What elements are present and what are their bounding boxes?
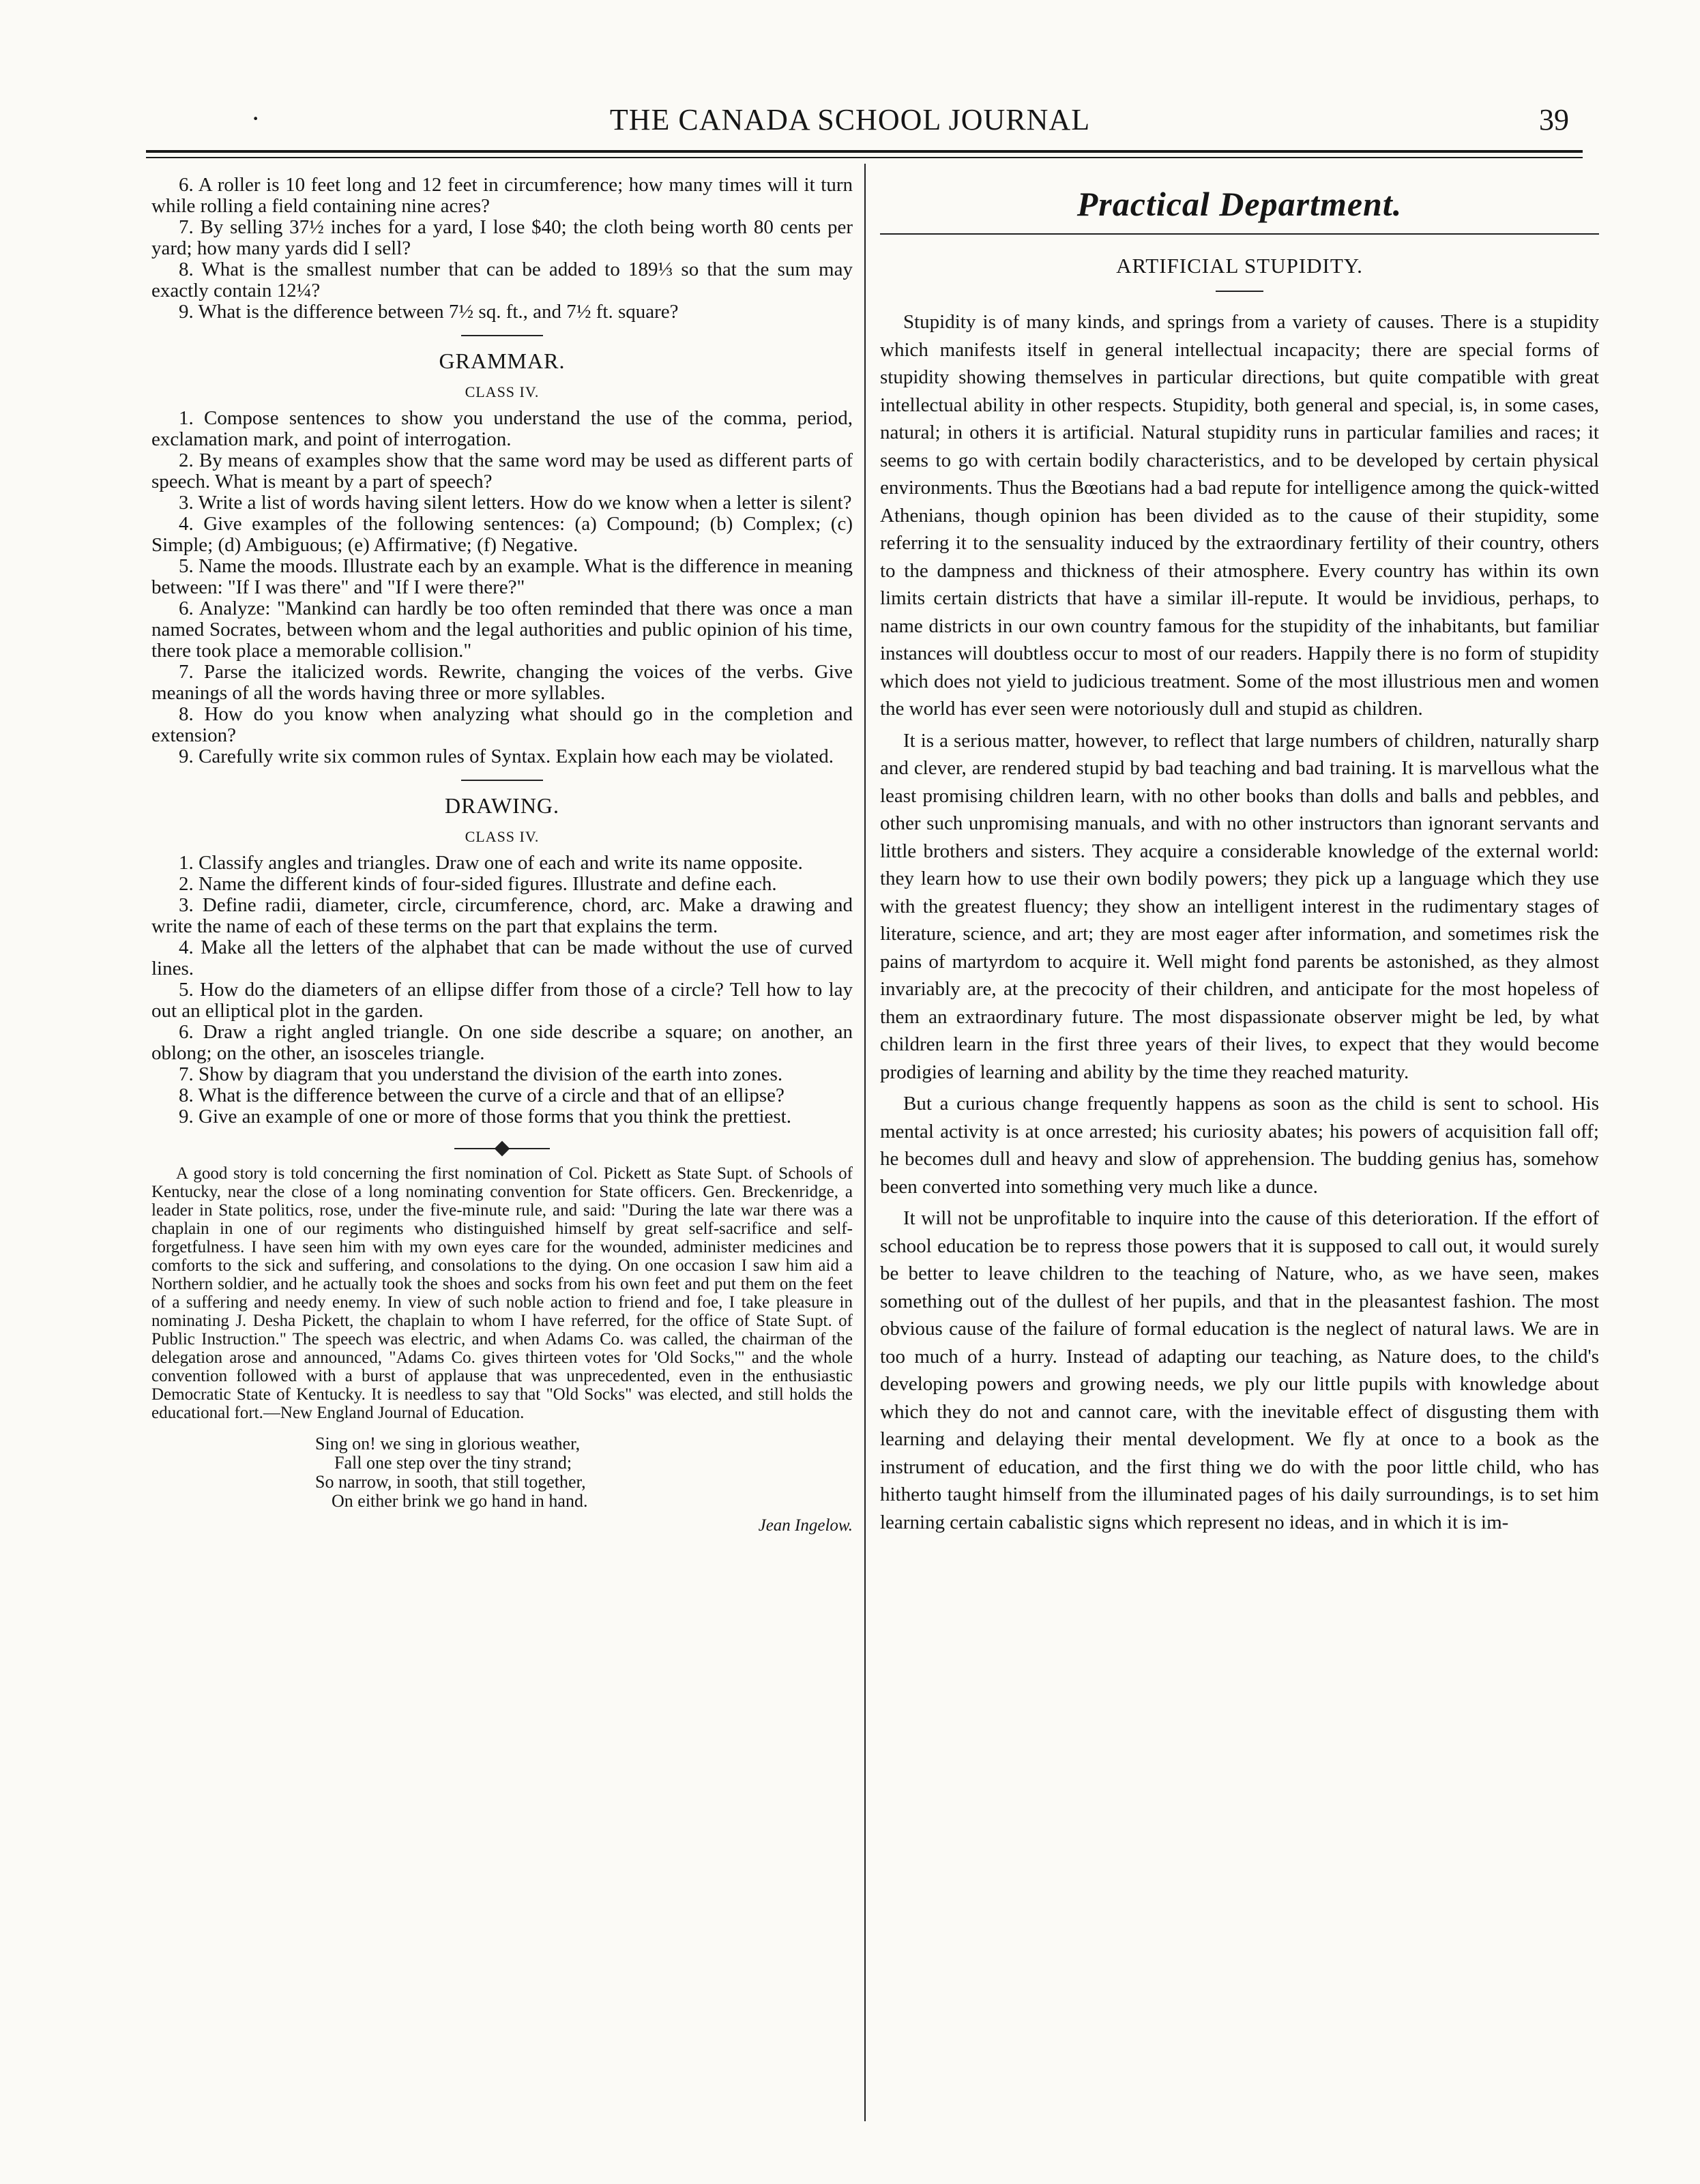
- header-rule-thick: [146, 150, 1583, 153]
- grammar-heading: GRAMMAR.: [439, 349, 566, 373]
- poem-line: Fall one step over the tiny strand;: [334, 1453, 572, 1473]
- department-rule: [880, 233, 1599, 235]
- arith-question: 9. What is the difference between 7½ sq. ft., and 7½ ft. square?: [179, 301, 679, 323]
- drawing-question: 5. How do the diameters of an ellipse differ from those of a circle? Tell how to lay out an elliptical plot in the garden.: [151, 979, 853, 1022]
- section-rule: [461, 335, 543, 336]
- drawing-question: 9. Give an example of one or more of those forms that you think the prettiest.: [179, 1106, 791, 1127]
- arith-question: 7. By selling 37½ inches for a yard, I lose $40; the cloth being worth 80 cents per yard; how many yards did I sell?: [151, 216, 853, 259]
- grammar-question: 1. Compose sentences to show you understand the use of the comma, period, exclamation mark, and point of interrogation.: [151, 407, 853, 450]
- article-paragraph: It will not be unprofitable to inquire into the cause of this deterioration. If the effort of school education be to repress those powers that it is supposed to call out, it would surely be better to leave children to the teaching of Nature, who, as we have seen, makes something out of the dullest of her pupils, and that in the pleasantest fashion. The most obvious cause of the failure of formal education is the neglect of natural laws. We are in too much of a hurry. Instead of adapting our teaching, as Nature does, to the child's developing powers and growing needs, we ply our little pupils with knowledge about which they do not and cannot care, with the inevitable effect of disgusting them with learning and delaying their mental development. We fly at once to a book as the instrument of education, and the first thing we do with the poor little child, who has hitherto taught himself from the illuminated pages of his daily surroundings, is to set him learning certain cabalistic signs which represent no ideas, and in which it is im-: [880, 1207, 1599, 1533]
- column-divider: [864, 164, 866, 2121]
- arith-question: 8. What is the smallest number that can be added to 189⅓ so that the sum may exactly contain 12¼?: [151, 259, 853, 301]
- article-paragraph: It is a serious matter, however, to reflect that large numbers of children, naturally sharp and clever, are rendered stupid by bad teaching and bad training. It is marvellous what the least promising children learn, with no other books than dolls and balls and pebbles, and other such unpromising manuals, and with no other instructors than ignorant servants and little brothers and sisters. They acquire a considerable knowledge of the external world: they learn how to use their own bodily powers; they pick up a language which they use with the greatest fluency; they show an intelligent interest in the rudimentary stages of literature, science, and art; they are most eager after information, and sometimes risk the pains of martyrdom to acquire it. Well might fond parents be astonished, as they almost invariably are, at the precocity of their children, and anticipate for the most hopeless of them an extraordinary future. The most dispassionate observer might be led, by what children learn in the first three years of their lives, to expect that they would become prodigies of learning and ability by the time they reached maturity.: [880, 729, 1599, 1083]
- grammar-question: 4. Give examples of the following sentences: (a) Compound; (b) Complex; (c) Simple; (d) Ambiguous; (e) Affirmative; (f) Negative.: [151, 513, 853, 556]
- grammar-question: 2. By means of examples show that the same word may be used as different parts of speech. What is meant by a part of speech?: [151, 449, 853, 492]
- article-paragraph: But a curious change frequently happens as soon as the child is sent to school. His mental activity is at once arrested; his curiosity abates; his powers of acquisition fall off; he becomes dull and heavy and slow of apprehension. The budding genius has, somehow been converted into something very much like a dunce.: [880, 1093, 1599, 1198]
- drawing-question: 8. What is the difference between the curve of a circle and that of an ellipse?: [179, 1084, 785, 1106]
- drawing-question: 7. Show by diagram that you understand the division of the earth into zones.: [179, 1063, 783, 1085]
- grammar-question: 9. Carefully write six common rules of Syntax. Explain how each may be violated.: [179, 746, 834, 767]
- grammar-question: 6. Analyze: "Mankind can hardly be too often reminded that there was once a man named Socrates, between whom and the legal authorities and public opinion of his time, there took place a memorable collision.": [151, 597, 853, 662]
- left-column: [151, 175, 853, 1535]
- poem-line: So narrow, in sooth, that still together,: [315, 1472, 586, 1492]
- grammar-question: 5. Name the moods. Illustrate each by an example. What is the difference in meaning between: "If I was there" and "If I were there?": [151, 555, 853, 598]
- page-number: 39: [1539, 103, 1569, 136]
- drawing-question: 2. Name the different kinds of four-sided figures. Illustrate and define each.: [179, 873, 777, 895]
- poem-line: Sing on! we sing in glorious weather,: [315, 1434, 581, 1453]
- ornament-divider: [454, 1148, 550, 1149]
- drawing-class: CLASS IV.: [465, 828, 540, 845]
- drawing-question: 1. Classify angles and triangles. Draw one of each and write its name opposite.: [179, 852, 803, 874]
- drawing-question: 6. Draw a right angled triangle. On one side describe a square; on another, an oblong; on the other, an isosceles triangle.: [151, 1021, 853, 1064]
- article-title: ARTIFICIAL STUPIDITY.: [1116, 254, 1363, 278]
- poem-line: On either brink we go hand in hand.: [332, 1491, 588, 1511]
- pickett-anecdote: A good story is told concerning the first nomination of Col. Pickett as State Supt. of Schools of Kentucky, near the close of a long nominating convention for State officers. Gen. Breckenridge, a leader in State politics, rose, under the five-minute rule, and said: "During the late war there was a chaplain in one of our regiments who distinguished himself by great self-sacrifice and self-forgetfulness. I have seen him with my own eyes care for the wounded, administer medicines and comforts to the sick and suffering, and consolations to the dying. On one occasion I saw him aid a Northern soldier, and he actually took the shoes and socks from his own feet and put them on the feet of a suffering and needy enemy. In view of such noble action to friend and foe, I take pleasure in nominating J. Desha Pickett, the chaplain to whom I have referred, for the office of State Supt. of Public Instruction." The speech was electric, and when Adams Co. was called, the chairman of the delegation arose and announced, "Adams Co. gives thirteen votes for 'Old Socks,'" and the whole convention followed with a burst of applause that was unprecedented, even in the enthusiastic Democratic State of Kentucky. It is needless to say that "Old Socks" was elected, and still holds the educational fort.—New England Journal of Education.: [151, 1164, 853, 1422]
- header-rule-thin: [146, 157, 1583, 158]
- right-column: [880, 175, 1599, 1540]
- drawing-question: 3. Define radii, diameter, circle, circumference, chord, arc. Make a drawing and write the name of each of these terms on the part that explains the term.: [151, 894, 853, 937]
- section-rule: [461, 780, 543, 781]
- poem-author: Jean Ingelow.: [758, 1516, 853, 1535]
- grammar-question: 8. How do you know when analyzing what should go in the completion and extension?: [151, 703, 853, 746]
- arith-question: 6. A roller is 10 feet long and 12 feet in circumference; how many times will it turn while rolling a field containing nine acres?: [151, 174, 853, 217]
- department-heading: Practical Department.: [1076, 185, 1403, 223]
- drawing-question: 4. Make all the letters of the alphabet that can be made without the use of curved lines.: [151, 936, 853, 979]
- title-rule: [1216, 291, 1263, 292]
- diamond-ornament-icon: [495, 1141, 510, 1157]
- poem: [315, 1434, 853, 1535]
- article-paragraph: Stupidity is of many kinds, and springs from a variety of causes. There is a stupidity which manifests itself in general intellectual incapacity; there are special forms of stupidity showing themselves in particular directions, but quite compatible with great intellectual ability in other respects. Stupidity, both general and special, is, in some cases, natural; in others it is artificial. Natural stupidity runs in particular families and races; it seems to go with certain bodily characteristics, and to be developed by certain physical environments. Thus the Bœotians had a bad repute for intelligence among the quick-witted Athenians, though opinion has been divided as to the cause of their stupidity, some referring it to the sensuality induced by the extraordinary fertility of their country, others to the dampness and thickness of their atmosphere. Every country has within its own limits certain districts that have a similar ill-repute. It would be invidious, perhaps, to name districts in our own country famous for the stupidity of the inhabitants, but familiar instances will doubtless occur to most of our readers. Happily there is no form of stupidity which does not yield to judicious treatment. Some of the most illustrious men and women the world has ever seen were notoriously dull and stupid as children.: [880, 311, 1599, 720]
- drawing-heading: DRAWING.: [444, 793, 560, 818]
- grammar-question: 7. Parse the italicized words. Rewrite, changing the voices of the verbs. Give meanings of all the words having three or more syllables.: [151, 661, 853, 704]
- grammar-class: CLASS IV.: [465, 383, 540, 400]
- header-dot: ·: [251, 103, 261, 134]
- grammar-question: 3. Write a list of words having silent letters. How do we know when a letter is silent?: [179, 492, 852, 514]
- journal-title: THE CANADA SCHOOL JOURNAL: [609, 103, 1091, 136]
